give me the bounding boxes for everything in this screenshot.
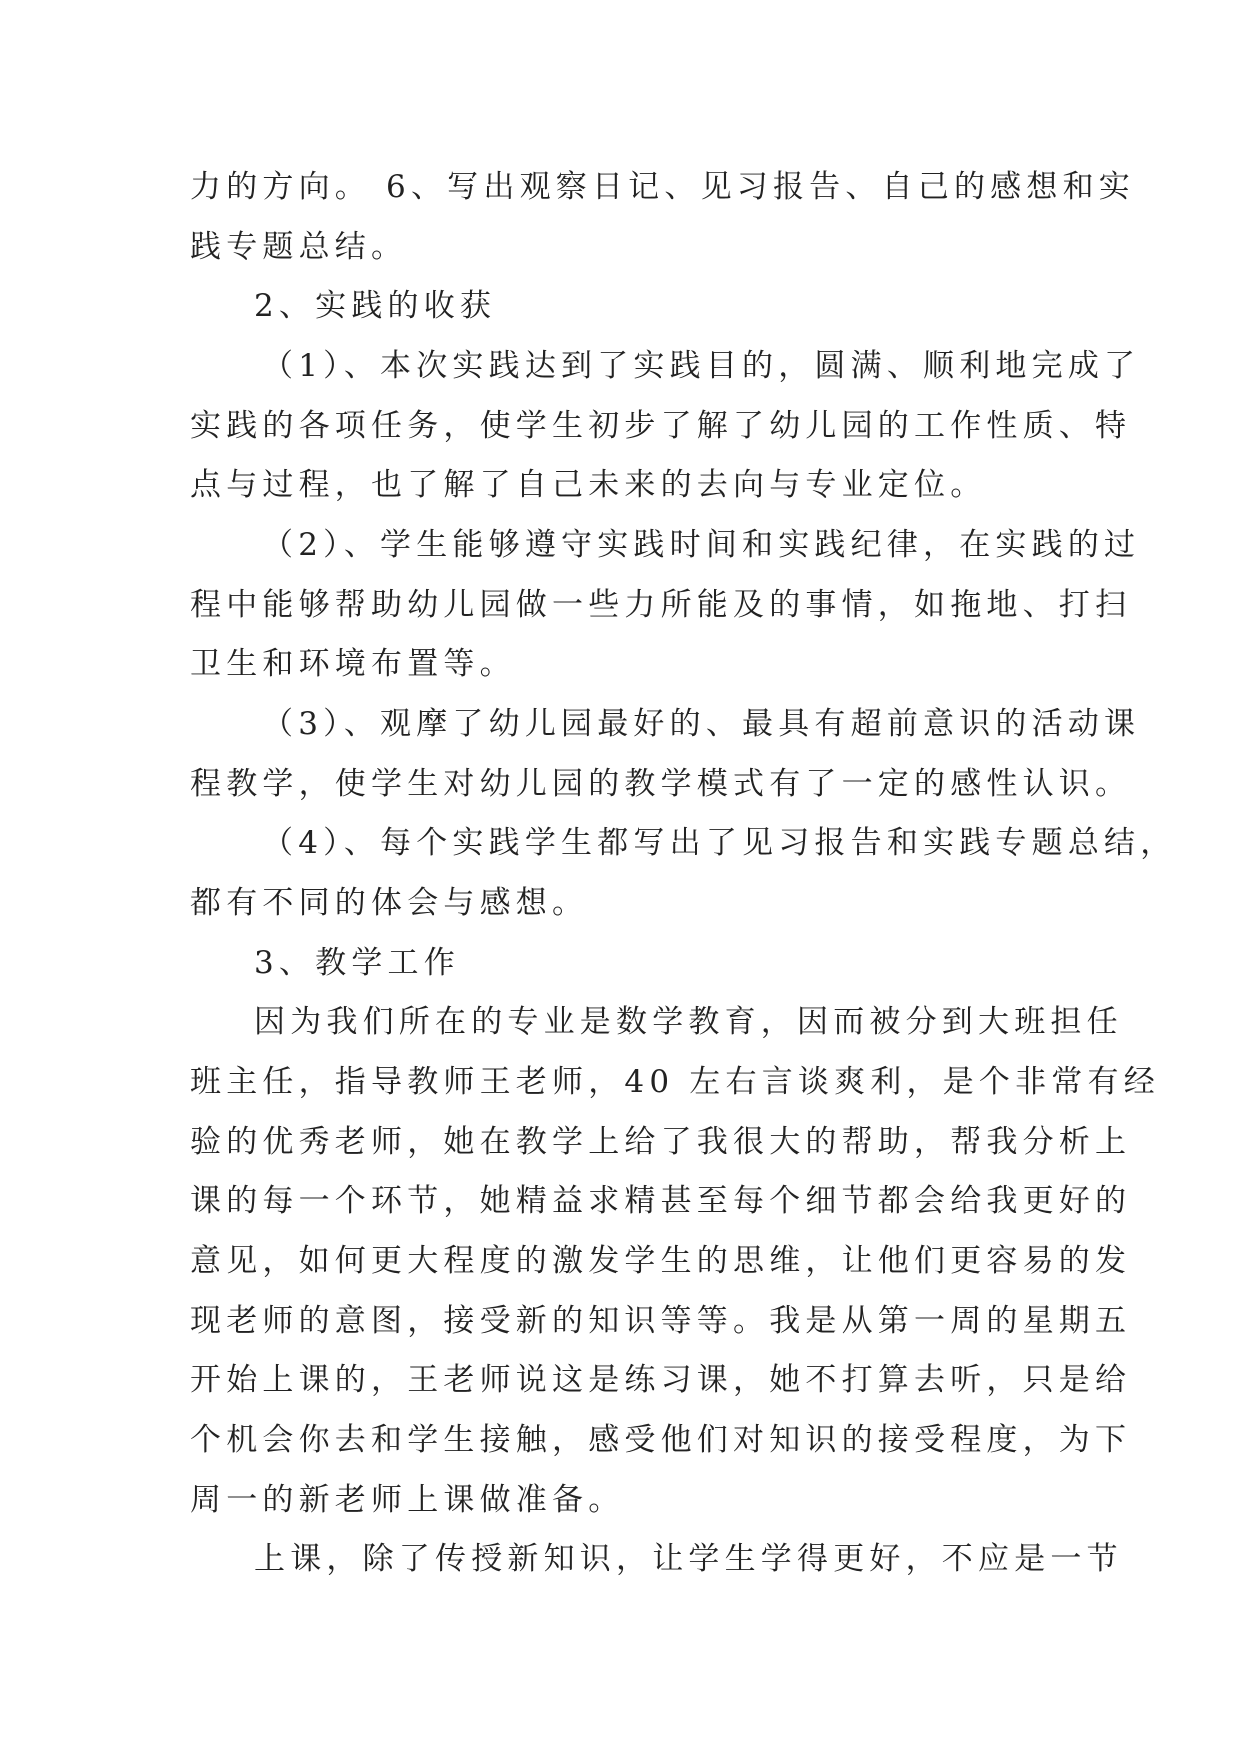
text-line: 个机会你去和学生接触，感受他们对知识的接受程度，为下 [190,1422,1132,1458]
text-line: 力的方向。 6、写出观察日记、见习报告、自己的感想和实 [190,169,1135,205]
text-line: 都有不同的体会与感想。 [190,885,589,921]
text-line: 程中能够帮助幼儿园做一些力所能及的事情，如拖地、打扫 [190,587,1132,623]
text-line: 验的优秀老师，她在教学上给了我很大的帮助，帮我分析上 [190,1124,1132,1160]
section-heading: 3、教学工作 [254,945,460,981]
text-line: 点与过程，也了解了自己未来的去向与专业定位。 [190,467,987,503]
section-heading: 2、实践的收获 [254,288,497,324]
text-line: 开始上课的，王老师说这是练习课，她不打算去听，只是给 [190,1362,1132,1398]
text-line: 现老师的意图，接受新的知识等等。我是从第一周的星期五 [190,1303,1132,1339]
text-line: （2）、学生能够遵守实践时间和实践纪律，在实践的过 [262,527,1141,563]
text-line: 践专题总结。 [190,229,408,265]
text-line: （3）、观摩了幼儿园最好的、最具有超前意识的活动课 [262,706,1141,742]
text-line: 班主任，指导教师王老师，40 左右言谈爽利，是个非常有经 [190,1064,1160,1100]
text-line: 课的每一个环节，她精益求精甚至每个细节都会给我更好的 [190,1183,1132,1219]
text-line: 因为我们所在的专业是数学教育，因而被分到大班担任 [254,1004,1123,1040]
text-line: 周一的新老师上课做准备。 [190,1482,625,1518]
text-line: 卫生和环境布置等。 [190,646,516,682]
text-line: （4）、每个实践学生都写出了见习报告和实践专题总结， [262,825,1177,861]
text-line: 意见，如何更大程度的激发学生的思维，让他们更容易的发 [190,1243,1132,1279]
text-line: 程教学，使学生对幼儿园的教学模式有了一定的感性认识。 [190,766,1132,802]
text-line: （1）、本次实践达到了实践目的，圆满、顺利地完成了 [262,348,1141,384]
text-line: 上课，除了传授新知识，让学生学得更好，不应是一节 [254,1541,1123,1577]
text-line: 实践的各项任务，使学生初步了解了幼儿园的工作性质、特 [190,408,1132,444]
